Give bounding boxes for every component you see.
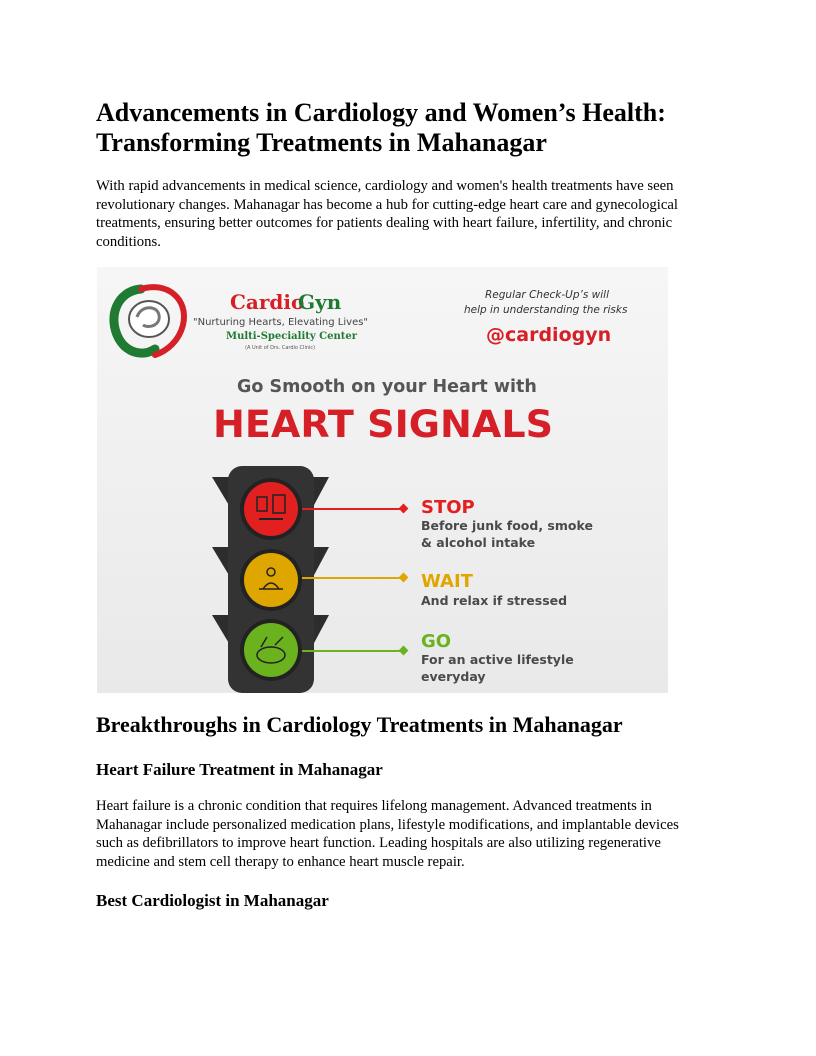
section-heading: Breakthroughs in Cardiology Treatments in Mahanagar — [96, 712, 623, 737]
tagline: "Nurturing Hearts, Elevating Lives" — [193, 317, 369, 328]
brand-name-cardio: Cardio — [230, 290, 305, 314]
traffic-light-icon — [212, 466, 329, 693]
subsection-heading-best-cardiologist: Best Cardiologist in Mahanagar — [96, 891, 329, 910]
poster-big-title: HEART SIGNALS — [213, 403, 553, 446]
subsection-heading-heart-failure: Heart Failure Treatment in Mahanagar — [96, 760, 383, 779]
unit-note: (A Unit of Drs. Cardio Clinic) — [245, 345, 316, 351]
social-handle: @cardiogyn — [486, 324, 612, 346]
signal-stop-line1: Before junk food, smoke — [421, 518, 593, 533]
cardiogyn-logo-icon — [114, 287, 184, 355]
heart-signals-poster — [97, 267, 668, 693]
checkup-line-1: Regular Check-Up’s will — [485, 289, 610, 301]
signal-wait-label: WAIT — [421, 571, 473, 592]
article-title: Advancements in Cardiology and Women’s Health: Transforming Treatments in Mahanagar — [96, 98, 666, 157]
poster-graphic — [97, 267, 668, 693]
heart-failure-paragraph: Heart failure is a chronic condition that requires lifelong management. Advanced treatments in Mahanagar include personalized medication plans, lifestyle modifications, and implantable devices such as defibrillators to improve heart function. Leading hospitals are also utilizing regenerative medicine and stem cell therapy to enhance heart muscle repair. — [96, 798, 679, 870]
center-name: Multi-Speciality Center — [226, 331, 358, 342]
brand-name-gyn: Gyn — [298, 290, 342, 314]
signal-go-line1: For an active lifestyle — [421, 652, 574, 667]
signal-stop-label: STOP — [421, 497, 475, 518]
signal-stop-line2: & alcohol intake — [421, 535, 536, 550]
signal-wait-line1: And relax if stressed — [421, 593, 568, 608]
checkup-line-2: help in understanding the risks — [464, 304, 628, 316]
poster-headline: Go Smooth on your Heart with — [237, 377, 537, 397]
signal-go-line2: everyday — [421, 669, 486, 684]
signal-go-label: GO — [421, 631, 452, 652]
intro-paragraph: With rapid advancements in medical science, cardiology and women's health treatments have seen revolutionary changes. Mahanagar has become a hub for cutting-edge heart care and gynecological treatments, ensuring better outcomes for patients dealing with heart failure, infertility, and chronic conditions. — [96, 178, 678, 250]
